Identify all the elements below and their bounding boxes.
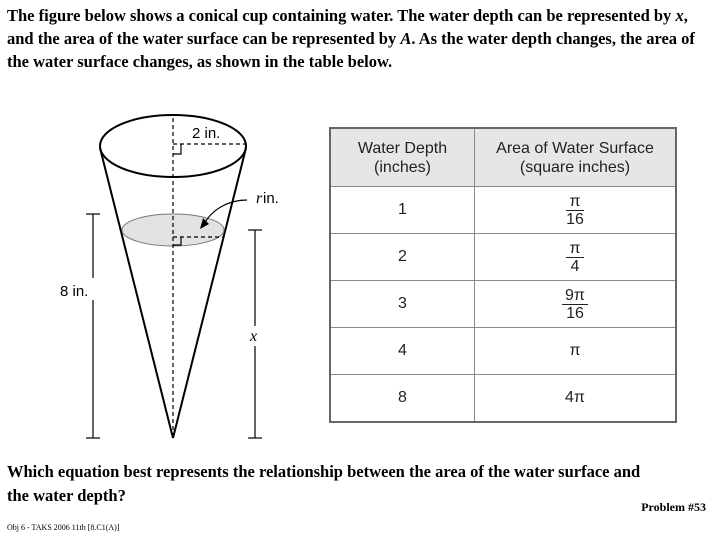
area-fraction: $\frac{9\pi}{16}$ [562, 287, 588, 322]
area-cell: π [475, 328, 677, 375]
area-fraction: $\frac{\pi}{4}$ [566, 240, 583, 275]
cone-right-side [173, 148, 246, 438]
header-surface-area: Area of Water Surface (square inches) [475, 128, 677, 187]
table-row [330, 234, 676, 281]
depth-cell: 1 [330, 187, 475, 234]
variable-x: x [675, 6, 684, 25]
question-text: Which equation best represents the relationship between the area of the water surface and the water depth? [7, 462, 641, 505]
area-cell: 4π [475, 375, 677, 423]
cone-left-side [100, 148, 173, 438]
source-footer: Obj 6 - TAKS 2006 11th [8.C1(A)] [7, 523, 120, 532]
depth-cell: 8 [330, 375, 475, 423]
table-row [330, 375, 676, 423]
area-cell [475, 187, 677, 234]
area-fraction: $\frac{\pi}{16}$ [566, 192, 584, 228]
area-cell [475, 281, 677, 328]
depth-cell: 4 [330, 328, 475, 375]
depth-area-table [329, 127, 677, 423]
table-row [330, 328, 676, 375]
table-row [330, 281, 676, 328]
problem-intro: The figure below shows a conical cup containing water. The water depth can be represented by x, and the area of the water surface can be represented by A. As the water depth changes, the area of the water surface changes, as shown in the table below. [7, 6, 695, 71]
height-label: 8 in. [60, 283, 89, 300]
conical-cup-figure [50, 108, 310, 448]
depth-label: x [250, 328, 258, 345]
header-water-depth: Water Depth (inches) [330, 128, 475, 187]
depth-cell: 3 [330, 281, 475, 328]
water-radius-label-var: r [256, 190, 263, 207]
water-radius-label-unit: in. [263, 190, 279, 207]
area-cell [475, 234, 677, 281]
depth-cell: 2 [330, 234, 475, 281]
table-row [330, 187, 676, 234]
top-radius-label: 2 in. [192, 125, 221, 142]
variable-a: A [400, 29, 412, 48]
problem-number: Problem #53 [641, 500, 706, 514]
